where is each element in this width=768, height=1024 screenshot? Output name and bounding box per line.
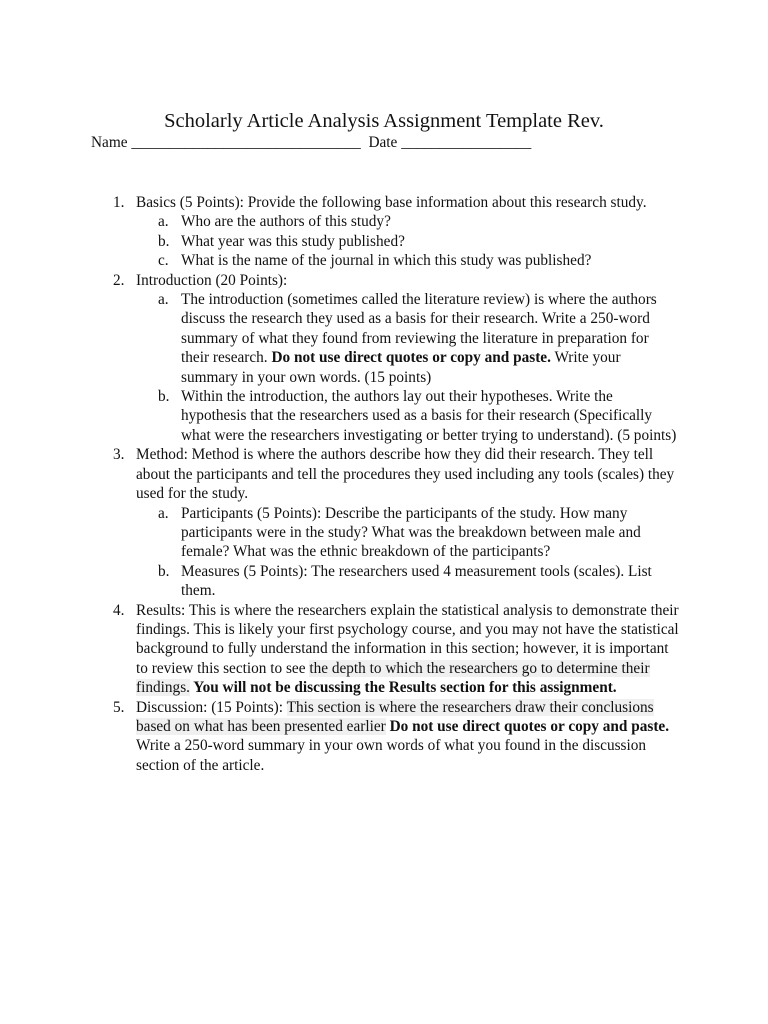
item-number: 5. bbox=[113, 698, 125, 716]
item-bold-note: Do not use direct quotes or copy and paste. bbox=[385, 717, 670, 735]
sub-item-bold-note: Do not use direct quotes or copy and paste. bbox=[271, 349, 551, 367]
sub-item-letter: a. bbox=[158, 291, 169, 309]
sub-item-text: Within the introduction, the authors lay out their hypotheses. Write the hypothesis that the researchers used as a basis for their research (Specifically what were the researchers investigating or better trying to understand). (5 points) bbox=[181, 388, 677, 444]
sub-item-letter: b. bbox=[158, 562, 170, 580]
date-label: Date bbox=[368, 134, 398, 151]
document-title: Scholarly Article Analysis Assignment Template Rev. bbox=[164, 110, 604, 132]
sub-item bbox=[0, 504, 680, 562]
sub-item-text-after: Write your summary in your own words. (15 points) bbox=[181, 349, 621, 386]
list-item-results bbox=[0, 601, 680, 698]
list-item-method bbox=[0, 445, 680, 503]
item-text-after: Write a 250-word summary in your own words of what you found in the discussion section of the article. bbox=[136, 737, 647, 774]
sub-item-text: Measures (5 Points): The researchers used 4 measurement tools (scales). List them. bbox=[181, 562, 652, 600]
sub-item-letter: a. bbox=[158, 504, 169, 522]
item-number: 2. bbox=[113, 271, 125, 289]
sub-item-letter: b. bbox=[158, 232, 170, 250]
item-number: 4. bbox=[113, 601, 125, 619]
item-text: Method: Method is where the authors describe how they did their research. They tell about the participants and tell the procedures they used including any tools (scales) they used for the study. bbox=[136, 446, 675, 503]
sub-item-letter: b. bbox=[158, 388, 170, 406]
name-label: Name bbox=[91, 134, 128, 151]
date-blank: _________________ bbox=[401, 134, 532, 151]
sub-item bbox=[0, 251, 680, 270]
sub-item-text: What year was this study published? bbox=[181, 232, 405, 250]
item-number: 3. bbox=[113, 446, 125, 464]
sub-item bbox=[0, 290, 680, 387]
name-blank: ______________________________ bbox=[131, 134, 361, 151]
highlighted-text: the depth to which the researchers go to determine their findings. bbox=[136, 659, 650, 697]
sub-item-letter: a. bbox=[158, 213, 169, 231]
highlighted-text: This section is where the researchers draw their conclusions based on what has been presented earlier bbox=[136, 698, 654, 735]
item-text: Results: This is where the researchers explain the statistical analysis to demonstrate their findings. This is likely your first psychology course, and you may not have the statistical background to fully understand the information in this section; however, it is important to review this section to see bbox=[136, 601, 679, 677]
item-number: 1. bbox=[113, 194, 125, 211]
sub-item-text: The introduction (sometimes called the literature review) is where the authors discuss the research they used as a basis for their research. Write a 250-word summary of what they found from reviewing the literature in preparation for their research. bbox=[181, 291, 657, 367]
item-text: Discussion: (15 Points): bbox=[136, 698, 287, 716]
name-date-line bbox=[91, 133, 531, 152]
assignment-list bbox=[0, 193, 768, 775]
sub-item-text: Participants (5 Points): Describe the participants of the study. How many participants were in the study? What was the breakdown between male and female? What was the ethnic breakdown of the participants? bbox=[181, 504, 641, 561]
sub-item-text: What is the name of the journal in which this study was published? bbox=[181, 252, 592, 270]
item-text: Introduction (20 Points): bbox=[136, 271, 288, 289]
sub-item-text: Who are the authors of this study? bbox=[181, 213, 391, 231]
sub-item-letter: c. bbox=[158, 252, 169, 270]
item-bold-note: You will not be discussing the Results section for this assignment. bbox=[189, 679, 617, 697]
sub-item bbox=[0, 562, 680, 601]
sub-item bbox=[0, 232, 680, 251]
item-text: Basics (5 Points): Provide the following base information about this research study. bbox=[136, 194, 647, 211]
list-item-discussion bbox=[0, 698, 680, 776]
list-item-introduction bbox=[0, 271, 680, 290]
sub-item bbox=[0, 212, 680, 231]
list-item-basics bbox=[0, 193, 680, 212]
sub-item bbox=[0, 387, 680, 445]
